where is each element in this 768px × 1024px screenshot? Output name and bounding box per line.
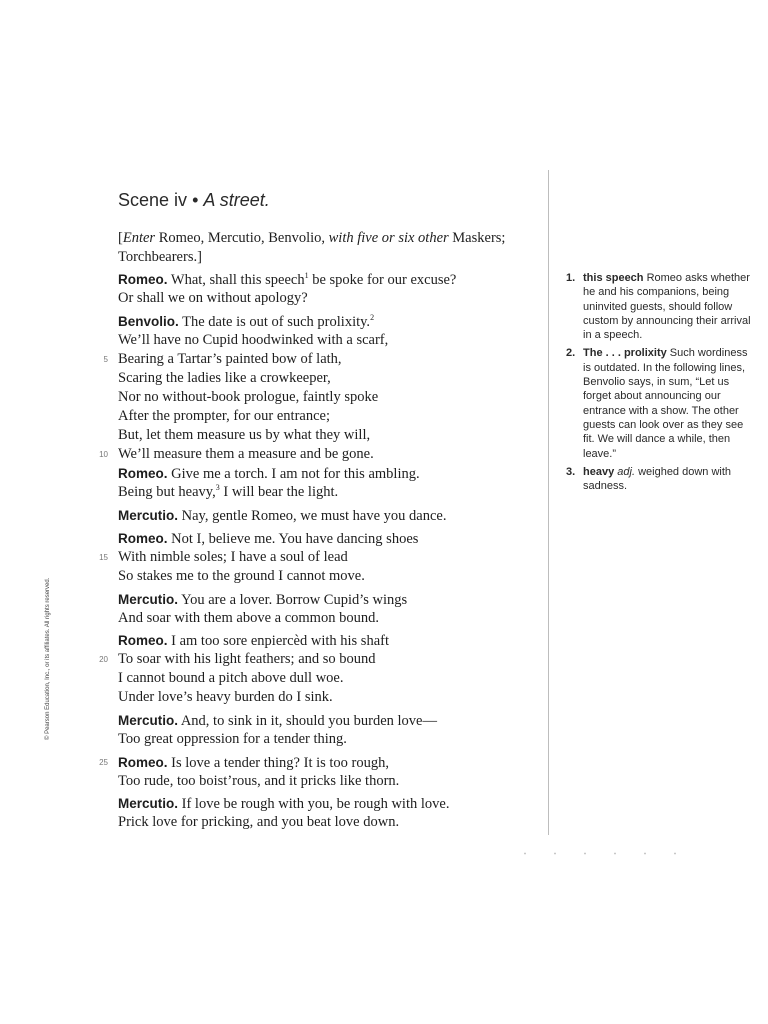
verse-line: To soar with his light feathers; and so bound — [118, 651, 376, 667]
speech-romeo-1 — [118, 270, 548, 308]
speech-romeo-4 — [99, 631, 548, 707]
speaker-name: Mercutio. — [118, 508, 179, 523]
speaker-name: Mercutio. — [118, 713, 179, 728]
copyright-notice: © Pearson Education, Inc., or its affiliates. All rights reserved. — [45, 577, 51, 740]
speech-mercutio-4 — [118, 794, 548, 832]
line-number: 5 — [103, 355, 108, 364]
footnote-text: Such wordiness is outdated. In the following lines, Benvolio says, in sum, “Let us forget about announcing our entrance with a show. The other guests can look over as they see fit. We will dance a while, then leave.” — [583, 347, 748, 460]
verse-line: Bearing a Tartar’s painted bow of lath, — [118, 351, 342, 367]
verse-line: Give me a torch. I am not for this ambling. — [167, 466, 420, 482]
line-number: 20 — [99, 655, 108, 664]
footnote-number: 2. — [566, 347, 576, 360]
speaker-name: Romeo. — [118, 633, 168, 648]
verse-line: Is love a tender thing? It is too rough, — [167, 755, 389, 771]
speaker-name: Mercutio. — [118, 592, 179, 607]
speaker-name: Romeo. — [118, 272, 168, 287]
verse-line: But, let them measure us by what they will, — [118, 427, 371, 443]
verse-line: Being but heavy, — [118, 484, 216, 500]
speech-benvolio — [99, 312, 548, 464]
footnote-2 — [566, 346, 754, 460]
verse-line: Too rude, too boist’rous, and it pricks like thorn. — [118, 773, 400, 789]
verse-line: What, shall this speech — [167, 272, 305, 288]
line-number: 15 — [99, 553, 108, 562]
stage-torchbearers: Torchbearers. — [118, 249, 198, 265]
verse-line: Nor no without-book prologue, faintly spoke — [118, 389, 379, 405]
verse-line: Nay, gentle Romeo, we must have you dance. — [178, 508, 447, 524]
stage-direction — [118, 229, 538, 267]
verse-line: The date is out of such prolixity. — [178, 314, 371, 330]
speech-romeo-5 — [99, 753, 548, 791]
verse-line: And soar with them above a common bound. — [118, 610, 379, 626]
speech-mercutio-2 — [118, 590, 548, 628]
verse-line: So stakes me to the ground I cannot move. — [118, 568, 365, 584]
footnote-number: 3. — [566, 465, 576, 478]
footnote-text: weighed down with sadness. — [583, 465, 732, 493]
speaker-name: Mercutio. — [118, 796, 179, 811]
verse-line: Too great oppression for a tender thing. — [118, 731, 347, 747]
footnote-ref-2: 2 — [370, 313, 375, 323]
scene-number: Scene iv — [118, 190, 188, 210]
stage-with: with five or six other — [328, 230, 449, 246]
page-break-dots — [510, 852, 690, 855]
verse-line: We’ll have no Cupid hoodwinked with a scarf, — [118, 332, 389, 348]
stage-maskers: Maskers; — [452, 230, 506, 246]
stage-enter: Enter — [122, 230, 156, 246]
verse-line: And, to sink in it, should you burden love— — [178, 713, 437, 729]
verse-line: With nimble soles; I have a soul of lead — [118, 549, 348, 565]
footnote-ref-3: 3 — [215, 483, 220, 493]
speech-romeo-2 — [118, 464, 548, 502]
footnote-term: this speech — [583, 272, 644, 284]
speaker-name: Benvolio. — [118, 314, 179, 329]
verse-line: Not I, believe me. You have dancing shoes — [167, 531, 419, 547]
footnote-3 — [566, 465, 754, 494]
line-number: 10 — [99, 450, 108, 459]
footnote-term: heavy — [583, 465, 615, 478]
verse-line: After the prompter, for our entrance; — [118, 408, 330, 424]
footnote-term: The . . . prolixity — [583, 347, 667, 360]
verse-line: I will bear the light. — [219, 484, 339, 500]
scene-heading — [118, 190, 270, 211]
footnotes — [566, 271, 754, 497]
footnote-1 — [566, 271, 754, 342]
verse-line: If love be rough with you, be rough with love. — [178, 796, 450, 812]
verse-line: Scaring the ladies like a crowkeeper, — [118, 370, 331, 386]
speaker-name: Romeo. — [118, 755, 168, 770]
verse-line: I am too sore enpiercèd with his shaft — [167, 633, 389, 649]
heading-bullet: • — [192, 190, 199, 210]
bracket-close: ] — [197, 249, 202, 265]
column-divider — [548, 170, 549, 835]
speech-romeo-3 — [99, 529, 548, 586]
stage-names: Romeo, Mercutio, Benvolio, — [158, 230, 326, 246]
verse-line: Prick love for pricking, and you beat love down. — [118, 814, 400, 830]
speech-mercutio-3 — [118, 711, 548, 749]
verse-line: Under love’s heavy burden do I sink. — [118, 689, 333, 705]
speech-mercutio-1 — [118, 506, 548, 525]
line-number: 25 — [99, 758, 108, 767]
verse-line: We’ll measure them a measure and be gone. — [118, 446, 374, 462]
footnote-ref-1: 1 — [304, 271, 309, 281]
footnote-number: 1. — [566, 272, 576, 284]
verse-line: I cannot bound a pitch above dull woe. — [118, 670, 344, 686]
speaker-name: Romeo. — [118, 466, 168, 481]
footnote-part-of-speech: adj. — [617, 465, 636, 478]
verse-line: Or shall we on without apology? — [118, 290, 308, 306]
speaker-name: Romeo. — [118, 531, 168, 546]
bracket-open: [ — [118, 230, 123, 246]
scene-location: A street. — [203, 190, 270, 210]
verse-line: You are a lover. Borrow Cupid’s wings — [178, 592, 408, 608]
verse-line: be spoke for our excuse? — [308, 272, 457, 288]
footnote-text: Romeo asks whether he and his companions, being uninvited guests, should follow custom by announcing their arrival in a speech. — [583, 272, 751, 342]
